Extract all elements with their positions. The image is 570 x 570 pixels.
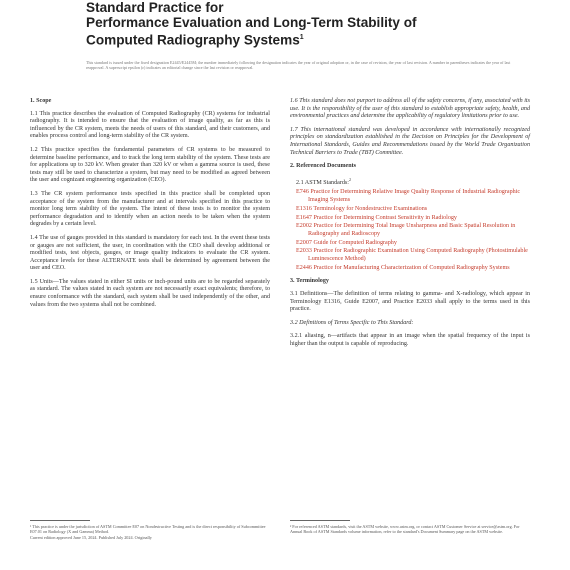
- reference-title: Practice for Determining Total Image Unsharpness and Basic Spatial Resolution in Radiography and Radioscopy: [308, 223, 516, 237]
- footnotes-left: [30, 524, 270, 540]
- reference-item[interactable]: [296, 189, 530, 204]
- reference-title: Practice for Determining Contrast Sensitivity in Radiology: [313, 214, 457, 221]
- paragraph-1-4: 1.4 The use of gauges provided in this standard is mandatory for each test. In the event these tests or gauges are not sufficient, the user, in coordination with the CEO shall develop additional or modified tests, test objects, gauges, or image quality indicators to evaluate the CR system. Acceptance levels for these ALTERNATE tests shall be determined by agreement between the user and CEO.: [30, 234, 270, 272]
- footnote-rule-left: [30, 520, 90, 521]
- paragraph-3-1: 3.1 Definitions—The definition of terms relating to gamma- and X-radiology, which appear in Terminology E1316, Guide E2007, and Practice E2033 shall apply to the terms used in this practice.: [290, 291, 530, 313]
- paragraph-1-1: 1.1 This practice describes the evaluation of Computed Radiography (CR) systems for industrial radiography. It is intended to ensure that the evaluation of image quality, as far as this is influenced by the CR system, meets the needs of users of this standard, and their customers, and enables process control and long-term stability of the CR system.: [30, 110, 270, 140]
- left-column: [30, 98, 270, 315]
- reference-code-link[interactable]: E2002: [296, 223, 312, 230]
- reference-code-link[interactable]: E2007: [296, 239, 312, 246]
- footnote-rule-right: [290, 520, 350, 521]
- astm-footnote-marker: 2: [348, 176, 351, 182]
- title-footnote-marker: 1: [299, 34, 304, 41]
- reference-title: Guide for Computed Radiography: [313, 239, 397, 246]
- section-scope-heading: 1. Scope: [30, 98, 52, 104]
- reference-code-link[interactable]: E746: [296, 189, 309, 196]
- reference-item[interactable]: [296, 248, 530, 263]
- paragraph-3-2-1: 3.2.1 aliasing, n—artifacts that appear in an image when the spatial frequency of the input is higher than the output is capable of reproducing.: [290, 333, 530, 347]
- reference-code-link[interactable]: E1316: [296, 205, 312, 212]
- document-title-line-2: Performance Evaluation and Long-Term Stability of: [86, 15, 417, 30]
- reference-item[interactable]: [296, 223, 530, 238]
- footnote-1: ¹ This practice is under the jurisdiction of ASTM Committee E07 on Nondestructive Testing and is the direct responsibility of Subcommittee E07.01 on Radiology (X and Gamma) Method.: [30, 524, 266, 535]
- reference-item[interactable]: [296, 240, 530, 248]
- footnote-2: ² For referenced ASTM standards, visit the ASTM website, www.astm.org, or contact ASTM Customer Service at service@astm.org. For Annual Book of ASTM Standards volume information, refer to the standard's Document Summary page on the ASTM website.: [290, 524, 520, 535]
- paragraph-1-2: 1.2 This practice specifies the fundamental parameters of CR systems to be measured to determine baseline performance, and to track the long term stability of the system. These tests are for applications up to 320 kV. When greater than 320 kV or when a gamma source is used, these tests may still be used to characterize a system, but may need to be modified as agreed between the user and cognizant engineering organization (CEO).: [30, 146, 270, 184]
- reference-item[interactable]: [296, 206, 530, 214]
- astm-standards-subheading-text: 2.1 ASTM Standards:: [296, 179, 349, 186]
- footnote-edition: Current edition approved June 15, 2024. Published July 2024. Originally: [30, 534, 152, 540]
- reference-item[interactable]: [296, 215, 530, 223]
- document-title-line-1: Standard Practice for: [86, 0, 224, 15]
- right-column: [290, 98, 530, 355]
- paragraph-1-6: 1.6 This standard does not purport to address all of the safety concerns, if any, associated with its use. It is the responsibility of the user of this standard to establish appropriate safety, health, and environmental practices and determine the applicability of regulatory limitations prior to use.: [290, 98, 530, 120]
- footnotes-right: [290, 524, 530, 535]
- document-title-line-3-text: Computed Radiography Systems: [86, 32, 300, 48]
- astm-standards-subheading: [296, 176, 530, 188]
- reference-code-link[interactable]: E1647: [296, 214, 312, 221]
- section-referenced-documents-heading: 2. Referenced Documents: [290, 163, 357, 170]
- paragraph-1-5: 1.5 Units—The values stated in either SI units or inch-pound units are to be regarded separately as standard. The values stated in each system are not necessarily exact equivalents; therefore, to ensure conformance with the standard, each system shall be used independently of the other, and values from the two systems shall not be combined.: [30, 278, 270, 308]
- paragraph-3-2: 3.2 Definitions of Terms Specific to This Standard:: [290, 319, 414, 326]
- reference-item[interactable]: [296, 265, 530, 273]
- designation-preamble: This standard is issued under the fixed designation E2445/E2445M; the number immediately following the designation indicates the year of original adoption or, in the case of revision, the year of last revision. A number in parentheses indicates the year of last reapproval. A superscript epsilon (ε) indicates an editorial change since the last revision or reapproval.: [86, 60, 511, 71]
- paragraph-1-3: 1.3 The CR system performance tests specified in this practice shall be completed upon acceptance of the system from the manufacturer and at intervals specified in this practice to monitor long term stability of the system. The intent of these tests is to monitor the system performance degradation and to identify when an action needs to be taken when the system degrades by a certain level.: [30, 190, 270, 228]
- paragraph-1-7: 1.7 This international standard was developed in accordance with internationally recognized principles on standardization established in the Decision on Principles for the Development of International Standards, Guides and Recommendations issued by the World Trade Organization Technical Barriers to Trade (TBT) Committee.: [290, 126, 530, 156]
- referenced-documents-list: [296, 189, 530, 272]
- section-terminology-heading: 3. Terminology: [290, 278, 329, 285]
- document-title-line-3: [86, 30, 526, 48]
- reference-title: Terminology for Nondestructive Examinations: [313, 205, 428, 212]
- reference-title: Practice for Radiographic Examination Using Computed Radiography (Photostimulable Luminescence Method): [308, 248, 528, 263]
- reference-code-link[interactable]: E2446: [296, 264, 312, 271]
- title-block: [86, 0, 526, 48]
- reference-title: Practice for Determining Relative Image Quality Response of Industrial Radiographic Imaging Systems: [308, 189, 521, 203]
- reference-title: Practice for Manufacturing Characterization of Computed Radiography Systems: [313, 264, 510, 271]
- reference-code-link[interactable]: E2033: [296, 248, 312, 255]
